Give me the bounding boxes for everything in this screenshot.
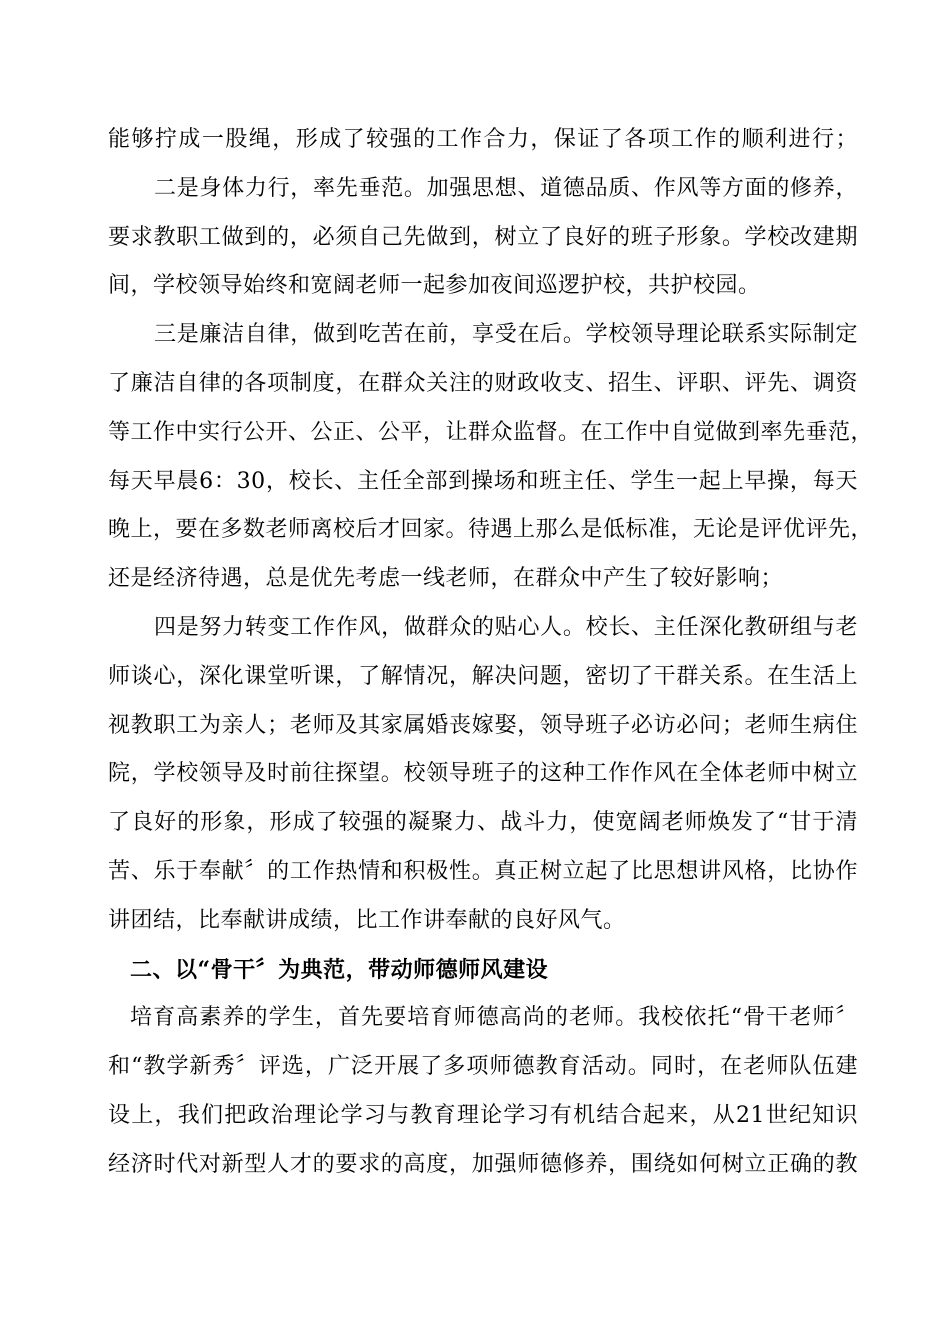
text-line: 经济时代对新型人才的要求的高度，加强师德修养，围绕如何树立正确的教 [108,1151,858,1177]
text-line: 要求教职工做到的，必须自己先做到，树立了良好的班子形象。学校改建期 [108,224,858,250]
text-line: 设上，我们把政治理论学习与教育理论学习有机结合起来，从21世纪知识 [108,1102,858,1128]
paragraph-first-line: 四是努力转变工作作风，做群众的贴心人。校长、主任深化教研组与老 [154,614,858,640]
text-line: 和“教学新秀〞评选，广泛开展了多项师德教育活动。同时，在老师队伍建 [108,1054,858,1080]
paragraph-first-line: 培育高素养的学生，首先要培育师德高尚的老师。我校依托“骨干老师〞 [130,1005,858,1031]
text-line: 晚上，要在多数老师离校后才回家。待遇上那么是低标准，无论是评优评先， [108,517,874,543]
text-line: 间，学校领导始终和宽阔老师一起参加夜间巡逻护校，共护校园。 [108,273,761,299]
text-line: 院，学校领导及时前往探望。校领导班子的这种工作作风在全体老师中树立 [108,761,858,787]
text-line: 苦、乐于奉献〞的工作热情和积极性。真正树立起了比思想讲风格，比协作 [108,858,858,884]
paragraph-first-line: 三是廉洁自律，做到吃苦在前，享受在后。学校领导理论联系实际制定 [154,322,858,348]
text-line: 了廉洁自律的各项制度，在群众关注的财政收支、招生、评职、评先、调资 [108,370,858,396]
text-line: 讲团结，比奉献讲成绩，比工作讲奉献的良好风气。 [108,907,626,933]
text-line: 了良好的形象，形成了较强的凝聚力、战斗力，使宽阔老师焕发了“甘于清 [108,810,858,836]
paragraph-first-line: 二是身体力行，率先垂范。加强思想、道德品质、作风等方面的修养， [154,175,858,201]
text-line: 还是经济待遇，总是优先考虑一线老师，在群众中产生了较好影响； [108,566,784,592]
text-line: 视教职工为亲人；老师及其家属婚丧嫁娶，领导班子必访必问；老师生病住 [108,712,858,738]
text-line: 等工作中实行公开、公正、公平，让群众监督。在工作中自觉做到率先垂范， [108,419,874,445]
text-line: 每天早晨6：30，校长、主任全部到操场和班主任、学生一起上早操，每天 [108,468,858,494]
document-body [108,116,874,1190]
section-heading: 二、以“骨干〞为典范，带动师德师风建设 [130,956,549,983]
text-line: 能够拧成一股绳，形成了较强的工作合力，保证了各项工作的顺利进行； [108,127,858,152]
text-line: 师谈心，深化课堂听课，了解情况，解决问题，密切了干群关系。在生活上 [108,663,858,689]
